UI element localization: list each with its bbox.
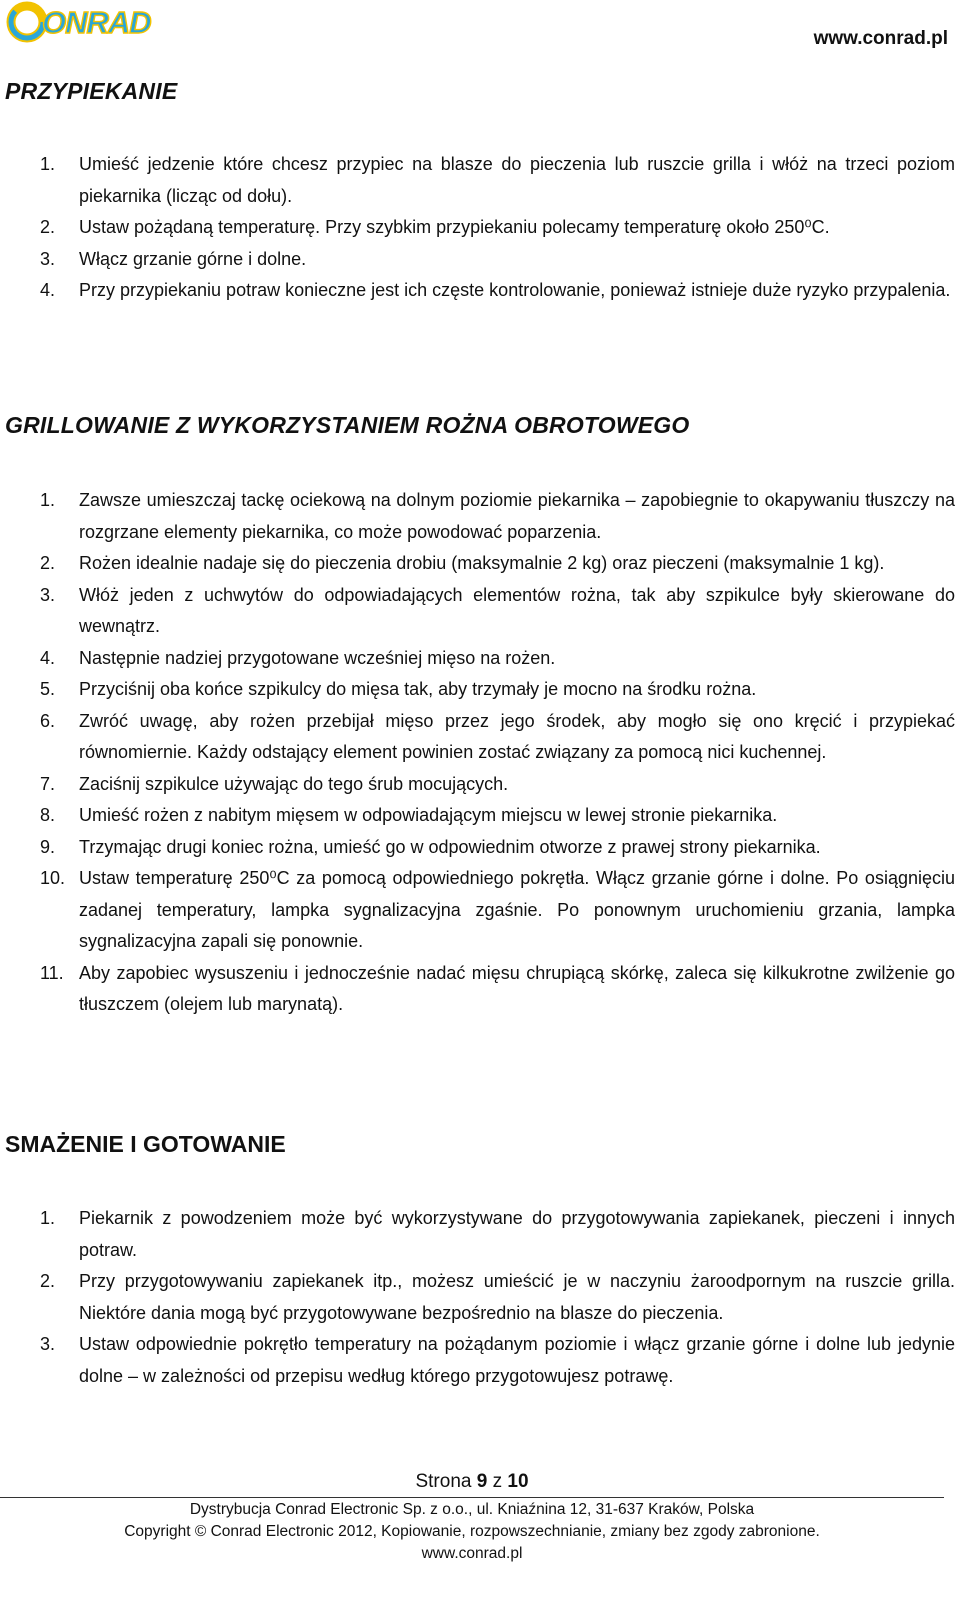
svg-text:ONRAD: ONRAD <box>42 5 151 40</box>
list-item-number: 3. <box>40 584 56 605</box>
site-url: www.conrad.pl <box>813 28 948 49</box>
list-item <box>0 769 955 801</box>
list-item <box>0 832 955 864</box>
list-item-text: Ustaw pożądaną temperaturę. Przy szybkim przypiekaniu polecamy temperaturę około 250⁰C. <box>79 217 830 237</box>
list-item-number: 9. <box>40 836 56 857</box>
list-item <box>0 1203 955 1266</box>
list-item-number: 2. <box>40 553 56 573</box>
section-title-smazenie: SMAŻENIE I GOTOWANIE <box>5 1131 286 1157</box>
list-item <box>0 706 955 769</box>
list-item-number: 3. <box>40 248 56 269</box>
list-item <box>0 1329 955 1392</box>
list-item-number: 11. <box>40 962 64 983</box>
list-item-text: Włóż jeden z uchwytów do odpowiadających elementów rożna, tak aby szpikulce były skierowane do wewnątrz. <box>79 584 955 636</box>
page-total: 10 <box>507 1471 529 1492</box>
list-item <box>0 643 955 675</box>
list-item-number: 2. <box>40 217 56 237</box>
list-item-number: 8. <box>40 805 56 825</box>
list-item <box>0 275 955 307</box>
footer-distribution: Dystrybucja Conrad Electronic Sp. z o.o., ul. Kniaźnina 12, 31-637 Kraków, Polska <box>189 1501 755 1518</box>
list-item-number: 1. <box>40 490 56 510</box>
list-item-number: 3. <box>40 1334 56 1354</box>
list-item <box>0 800 955 832</box>
list-item-text: Rożen idealnie nadaje się do pieczenia drobiu (maksymalnie 2 kg) oraz pieczeni (maksymalnie 1 kg). <box>79 553 885 573</box>
section-title-grillowanie: GRILLOWANIE Z WYKORZYSTANIEM ROŻNA OBROTOWEGO <box>5 412 690 438</box>
list-item-text: Aby zapobiec wysuszeniu i jednocześnie nadać mięsu chrupiącą skórkę, zaleca się kilkukrotne zwilżenie go tłuszczem (olejem lub marynatą). <box>79 962 955 1014</box>
page-separator: z <box>492 1471 503 1492</box>
page-current: 9 <box>476 1471 488 1492</box>
list-item-text: Przy przypiekaniu potraw konieczne jest ich częste kontrolowanie, ponieważ istnieje duże ryzyko przypalenia. <box>79 280 951 300</box>
section-title-przypiekanie: PRZYPIEKANIE <box>5 78 178 104</box>
list-item-text: Przyciśnij oba końce szpikulcy do mięsa tak, aby trzymały je mocno na środku rożna. <box>79 679 757 699</box>
list-item-number: 2. <box>40 1271 56 1291</box>
list-item-text: Trzymając drugi koniec rożna, umieść go w odpowiednim otworze z prawej strony piekarnika. <box>79 836 821 857</box>
list-item-text: Zaciśnij szpikulce używając do tego śrub mocujących. <box>79 773 509 794</box>
footer-divider <box>0 1497 944 1498</box>
list-item <box>0 244 955 276</box>
list-item-text: Umieść rożen z nabitym mięsem w odpowiadającym miejscu w lewej stronie piekarnika. <box>79 805 778 825</box>
list-item-text: Umieść jedzenie które chcesz przypiec na blasze do pieczenia lub ruszcie grilla i włóż na trzeci poziom piekarnika (licząc od dołu). <box>79 154 955 206</box>
footer-url: www.conrad.pl <box>421 1545 523 1562</box>
list-item-number: 1. <box>40 154 56 174</box>
list-item-text: Przy przygotowywaniu zapiekanek itp., możesz umieścić je w naczyniu żaroodpornym na ruszcie grilla. Niektóre dania mogą być przygotowywane bezpośrednio na blasze do pieczenia. <box>79 1271 955 1323</box>
przypiekanie-steps <box>0 149 955 307</box>
list-item-number: 4. <box>40 280 56 300</box>
conrad-logo <box>6 0 162 44</box>
smazenie-steps <box>0 1203 955 1392</box>
list-item <box>0 1266 955 1329</box>
list-item-text: Piekarnik z powodzeniem może być wykorzystywane do przygotowywania zapiekanek, pieczeni i innych potraw. <box>79 1208 955 1260</box>
list-item <box>0 674 955 706</box>
page-prefix: Strona <box>415 1471 472 1492</box>
list-item-number: 6. <box>40 710 56 731</box>
list-item-text: Ustaw odpowiednie pokrętło temperatury na pożądanym poziomie i włącz grzanie górne i dolne lub jedynie dolne – w zależności od przepisu według którego przygotowujesz potrawę. <box>79 1334 955 1386</box>
list-item <box>0 548 955 580</box>
list-item-text: Zwróć uwagę, aby rożen przebijał mięso przez jego środek, aby mogło się ono kręcić i przypiekać równomiernie. Każdy odstający element powinien zostać związany za pomocą nici kuchennej. <box>79 710 955 762</box>
list-item <box>0 149 955 212</box>
list-item <box>0 212 955 244</box>
list-item-number: 4. <box>40 647 56 668</box>
list-item-text: Zawsze umieszczaj tackę ociekową na dolnym poziomie piekarnika – zapobiegnie to okapywaniu tłuszczy na rozgrzane elementy piekarnika, co może powodować poparzenia. <box>79 490 955 542</box>
list-item <box>0 863 955 958</box>
grillowanie-steps <box>0 485 955 1021</box>
list-item-number: 7. <box>40 773 56 794</box>
list-item-text: Włącz grzanie górne i dolne. <box>79 248 307 269</box>
list-item-number: 5. <box>40 679 56 699</box>
list-item <box>0 580 955 643</box>
page-number <box>0 1471 944 1493</box>
list-item <box>0 958 955 1021</box>
list-item-number: 1. <box>40 1208 56 1228</box>
list-item-number: 10. <box>40 868 66 888</box>
list-item <box>0 485 955 548</box>
list-item-text: Następnie nadziej przygotowane wcześniej mięso na rożen. <box>79 647 556 668</box>
footer-copyright: Copyright © Conrad Electronic 2012, Kopiowanie, rozpowszechnianie, zmiany bez zgody zabronione. <box>124 1523 820 1540</box>
list-item-text: Ustaw temperaturę 250⁰C za pomocą odpowiedniego pokrętła. Włącz grzanie górne i dolne. Po osiągnięciu zadanej temperatury, lampka sygnalizacyjna zgaśnie. Po ponownym uruchomieniu grzania, lampka sygnalizacyjna zapali się ponownie. <box>79 868 955 951</box>
